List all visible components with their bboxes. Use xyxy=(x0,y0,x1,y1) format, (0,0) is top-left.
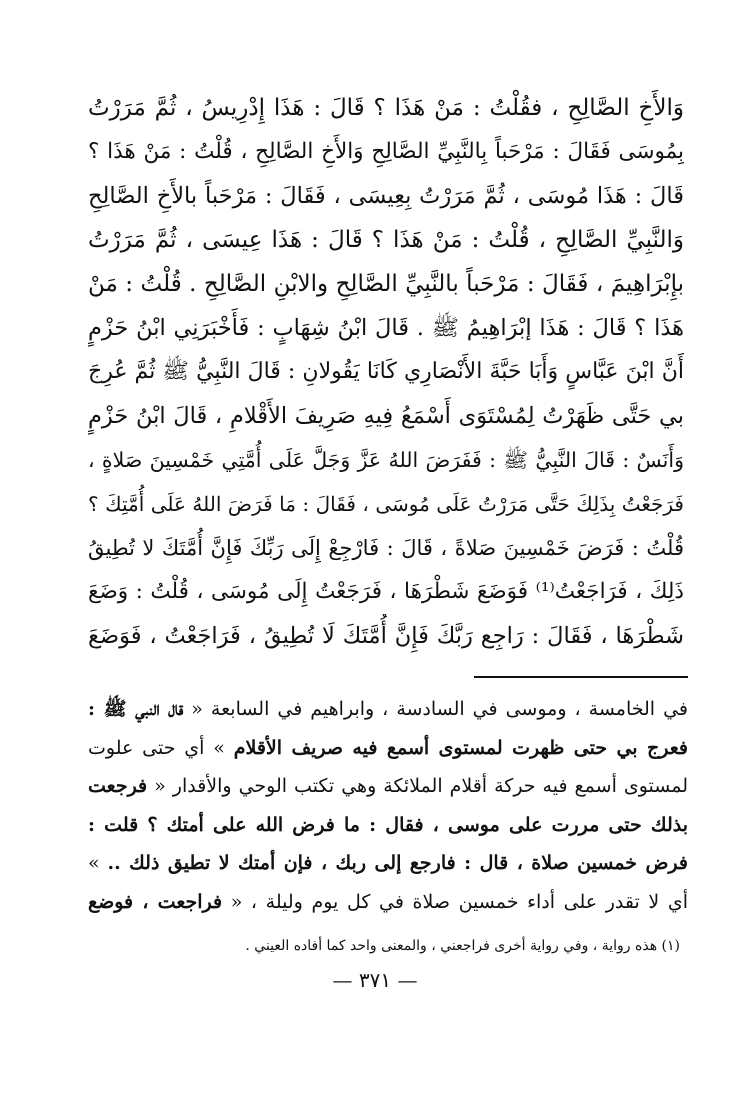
main-line: ذَلِكَ ، فَرَاجَعْتُ⁽¹⁾ فَوَضَعَ شَطْرَهَا ، فَرَجَعْتُ إِلَى مُوسَى ، قُلْتُ : وَضَعَ xyxy=(88,579,684,604)
main-line: وَأَنَسٌ : قَالَ النَّبِيُّ ﷺ : فَفَرَضَ اللهُ عَزَّ وَجَلَّ عَلَى أُمَّتِي خَمْسِينَ صَلاةٍ ، xyxy=(88,448,684,472)
commentary-quote: بذلك حتى مررت على موسى ، فقال : ما فرض الله على أمتك ؟ قلت : xyxy=(88,813,688,836)
main-line: قُلْتُ : فَرَضَ خَمْسِينَ صَلاةً ، قَالَ : فَارْجِعْ إِلَى رَبِّكَ فَإِنَّ أُمَّتَكَ لا تُطِيقُ xyxy=(88,536,684,560)
main-line: أَنَّ ابْنَ عَبَّاسٍ وَأَبَا حَبَّةَ الأَنْصَارِي كَانَا يَقُولانِ : قَالَ النَّبِيُّ ﷺ ثُمَّ عُرِجَ xyxy=(88,359,684,384)
main-line: وَالنَّبِيِّ الصَّالِحِ ، قُلْتُ : مَنْ هَذَا ؟ قَالَ : هَذَا عِيسَى ، ثُمَّ مَرَرْتُ xyxy=(88,227,684,253)
footnote: (١) هذه رواية ، وفي رواية أخرى فراجعني ، والمعنى واحد كما أفاده العيني . xyxy=(245,938,680,954)
commentary-quote: فرض خمسين صلاة ، قال : فارجع إلى ربك ، فإن أمتك لا تطيق ذلك .. xyxy=(107,852,688,874)
commentary-quote: فرجعت xyxy=(88,775,148,797)
commentary-text: » xyxy=(88,852,108,874)
commentary-quote: قال النبي ﷺ : xyxy=(88,698,184,720)
commentary-line xyxy=(88,806,688,845)
main-line: شَطْرَهَا ، فَقَالَ : رَاجِع رَبَّكَ فَإِنَّ أُمَّتَكَ لَا تُطِيقُ ، فَرَاجَعْتُ ، فَوَضَعَ xyxy=(88,623,684,649)
commentary-line xyxy=(88,690,688,729)
commentary-text: لمستوى أسمع فيه حركة أقلام الملائكة وهي تكتب الوحي والأقدار « xyxy=(147,775,688,797)
main-line: فَرَجَعْتُ بِذَلِكَ حَتَّى مَرَرْتُ عَلَى مُوسَى ، فَقَالَ : مَا فَرَضَ اللهُ عَلَى أُمَّتِكَ ؟ xyxy=(88,492,684,516)
commentary-line xyxy=(88,729,688,768)
commentary xyxy=(88,690,688,921)
commentary-line xyxy=(88,883,688,922)
commentary-line xyxy=(88,844,688,883)
page-number: — ٣٧١ — xyxy=(332,968,418,992)
commentary-text: » أي حتى علوت xyxy=(88,736,234,759)
commentary-quote: فعرج بي حتى ظهرت لمستوى أسمع فيه صريف الأقلام xyxy=(233,736,688,759)
main-line: بي حَتَّى ظَهَرْتُ لِمُسْتَوَى أَسْمَعُ فِيهِ صَرِيفَ الأَقْلامِ ، قَالَ ابْنُ حَزْمٍ xyxy=(88,403,684,429)
main-text xyxy=(88,86,684,658)
main-line: هَذَا ؟ قَالَ : هَذَا إبْرَاهِيمُ ﷺ . قَالَ ابْنُ شِهَابٍ : فَأَخْبَرَنِي ابْنُ حَزْمٍ xyxy=(88,315,684,341)
commentary-text: أي لا تقدر على أداء خمسين صلاة في كل يوم وليلة ، « xyxy=(222,890,688,913)
main-line: وَالأَخِ الصَّالِحِ ، فقُلْتُ : مَنْ هَذَا ؟ قَالَ : هَذَا إِدْرِيسُ ، ثُمَّ مَرَرْتُ xyxy=(88,95,684,121)
commentary-line xyxy=(88,767,688,806)
main-line: بِمُوسَى فَقَالَ : مَرْحَباً بِالنَّبِيِّ الصَّالِحِ وَالأَخِ الصَّالِحِ ، قُلْتُ : مَنْ هَذَا ؟ xyxy=(88,139,684,164)
commentary-text: في الخامسة ، وموسى في السادسة ، وابراهيم في السابعة « xyxy=(183,698,688,720)
main-line: قَالَ : هَذَا مُوسَى ، ثُمَّ مَرَرْتُ بِعِيسَى ، فَقَالَ : مَرْحَباً بالأَخِ الصَّالِحِ xyxy=(88,183,684,209)
main-line: بإِبْرَاهِيمَ ، فَقَالَ : مَرْحَباً بالنَّبِيِّ الصَّالِحِ والابْنِ الصَّالِحِ . قُلْتُ : مَنْ xyxy=(88,271,684,297)
separator-rule xyxy=(474,676,688,678)
commentary-quote: فراجعت ، فوضع xyxy=(88,890,223,913)
